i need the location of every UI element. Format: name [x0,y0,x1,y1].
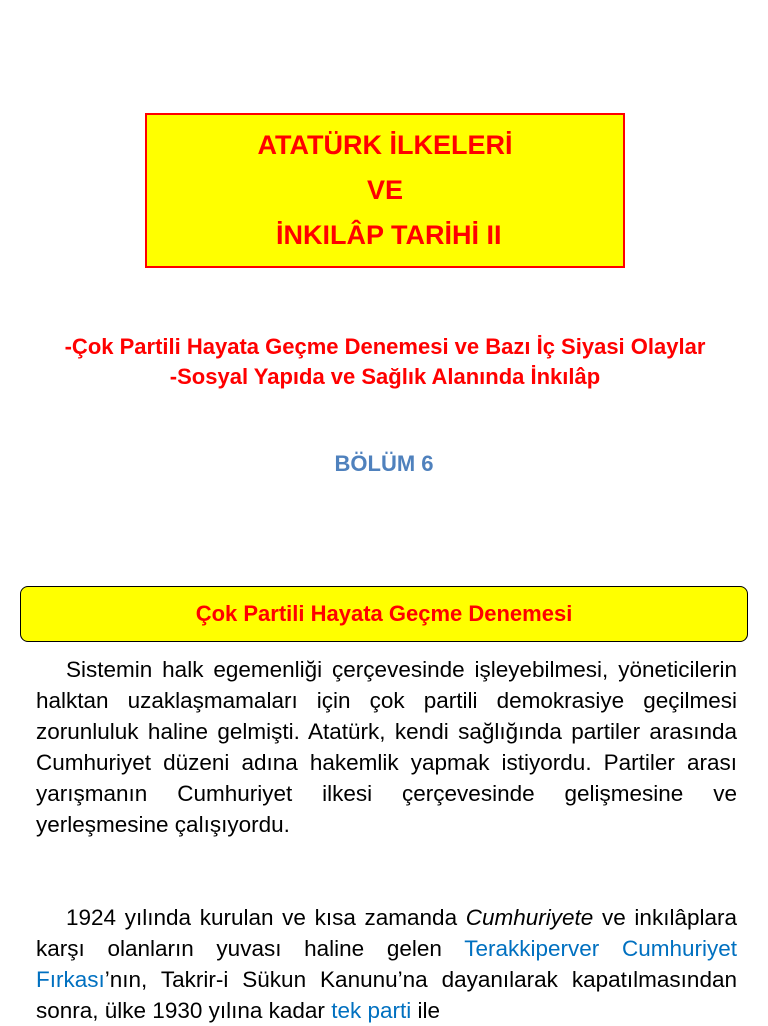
paragraph-2-text-2: ve inkılâplara karşı olanların yuvası haline gelen [36,905,737,961]
paragraph-2-text-4: ile [411,998,440,1023]
title-line-2: VE [366,175,404,205]
section-header-box [20,586,748,642]
body-paragraph-2 [36,902,737,1026]
paragraph-2-text-3: ’nın, Takrir-i Sükun Kanunu’na dayanılarak kapatılmasından sonra, ülke 1930 yılına kadar [36,967,737,1023]
section-title: Çok Partili Hayata Geçme Denemesi [195,601,573,626]
body-paragraph-1: Sistemin halk egemenliği çerçevesinde işleyebilmesi, yöneticilerin halktan uzaklaşmamaları için çok partili demokrasiye geçilmesi zorunluluk haline gelmişti. Atatürk, kendi sağlığında partiler arasında Cumhuriyet düzeni adına hakemlik yapmak istiyordu. Partiler arası yarışmanın Cumhuriyet ilkesi çerçevesinde gelişmesine ve yerleşmesine çalışıyordu. [36,657,737,837]
title-line-3: İNKILÂP TARİHİ II [268,220,502,250]
terakkiperver-link[interactable]: Terakkiperver Cumhuriyet Fırkası [36,936,737,992]
title-box [145,113,625,268]
paragraph-2-italic: Cumhuriyete [465,905,594,930]
subtitle [40,332,730,392]
paragraph-2-text-1: 1924 yılında kurulan ve kısa zamanda [66,905,466,930]
chapter-label: BÖLÜM 6 [334,451,434,476]
title-line-1: ATATÜRK İLKELERİ [257,130,513,160]
subtitle-line-2: -Sosyal Yapıda ve Sağlık Alanında İnkılâp [169,364,601,389]
tek-parti-link[interactable]: tek parti [331,998,412,1023]
subtitle-line-1: -Çok Partili Hayata Geçme Denemesi ve Bazı İç Siyasi Olaylar [64,334,706,359]
